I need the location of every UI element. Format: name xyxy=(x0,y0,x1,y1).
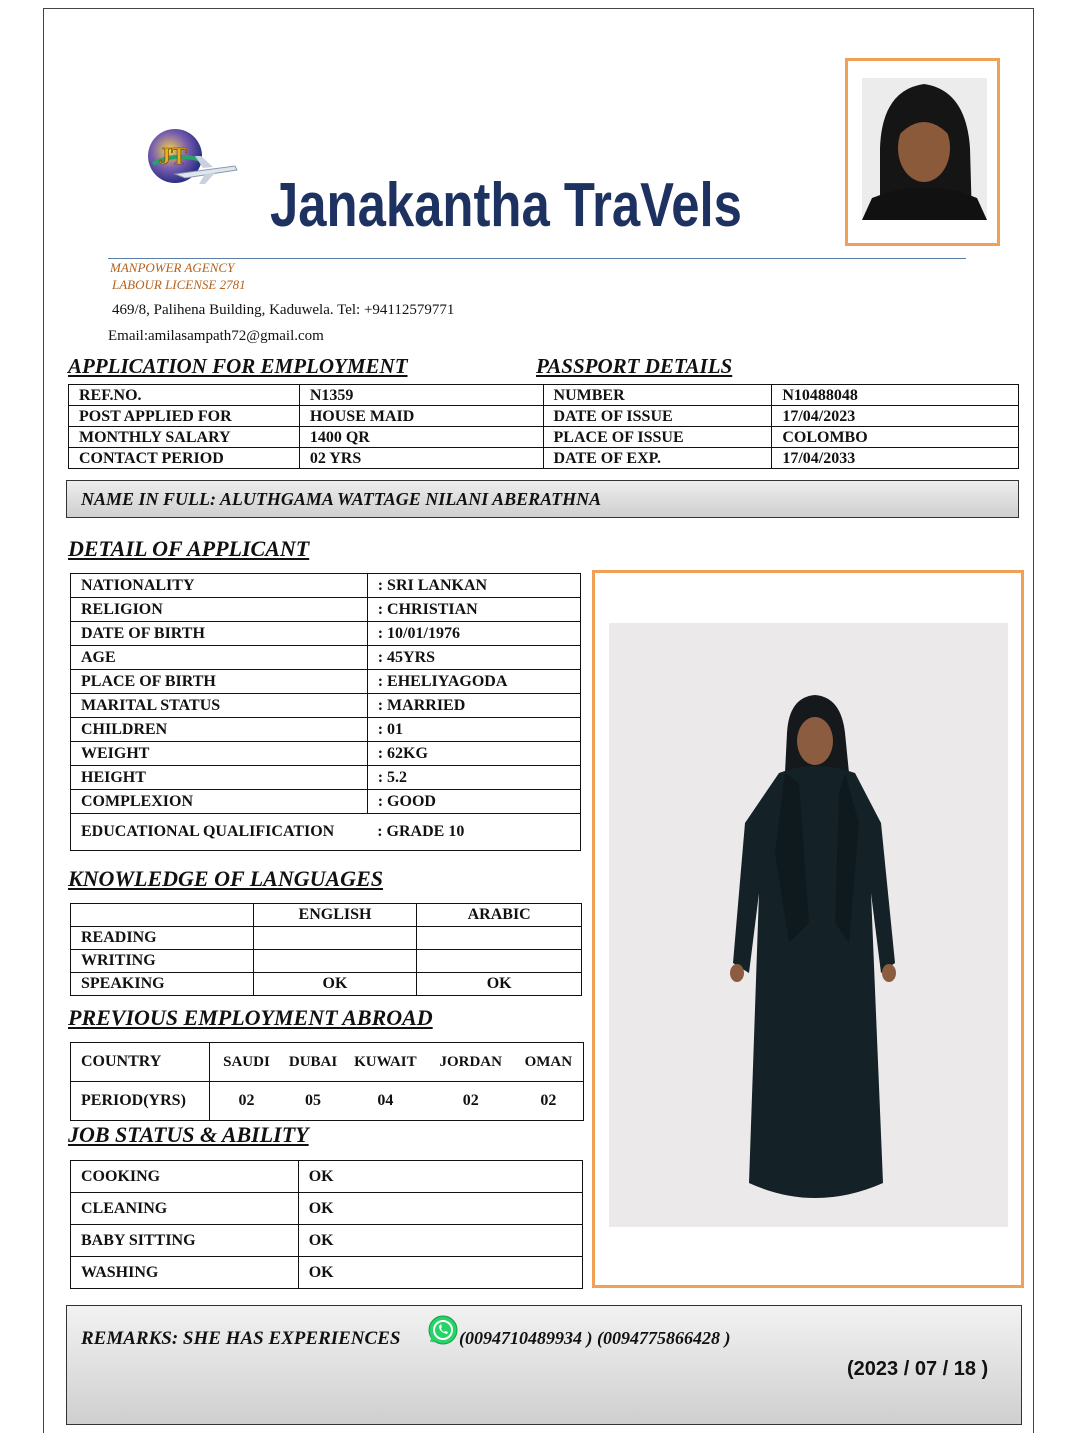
issue-date-label: DATE OF ISSUE xyxy=(543,406,772,427)
table-row xyxy=(69,385,1019,406)
detail-label: CHILDREN xyxy=(71,718,368,742)
table-row xyxy=(71,646,581,670)
detail-label: NATIONALITY xyxy=(71,574,368,598)
detail-label: HEIGHT xyxy=(71,766,368,790)
detail-value: : 01 xyxy=(367,718,580,742)
passport-number-label: NUMBER xyxy=(543,385,772,406)
job-value: OK xyxy=(298,1161,582,1193)
detail-label: AGE xyxy=(71,646,368,670)
application-passport-table xyxy=(68,384,1019,469)
full-body-photo-frame xyxy=(592,570,1024,1288)
country-name: DUBAI xyxy=(283,1043,343,1082)
passport-title: PASSPORT DETAILS xyxy=(536,354,733,378)
table-row xyxy=(71,1225,583,1257)
table-row xyxy=(71,1193,583,1225)
passport-photo xyxy=(862,78,987,220)
lang-english-value xyxy=(253,927,417,950)
passport-photo-frame xyxy=(845,58,1000,246)
detail-value: : CHRISTIAN xyxy=(367,598,580,622)
detail-value: : 45YRS xyxy=(367,646,580,670)
table-row xyxy=(71,574,581,598)
post-value: HOUSE MAID xyxy=(299,406,543,427)
period-value: 02 xyxy=(428,1082,514,1121)
table-row xyxy=(69,406,1019,427)
company-logo xyxy=(145,126,241,196)
table-row xyxy=(71,718,581,742)
detail-value: : SRI LANKAN xyxy=(367,574,580,598)
detail-title: DETAIL OF APPLICANT xyxy=(68,536,310,561)
country-label: COUNTRY xyxy=(71,1043,210,1082)
lang-skill: SPEAKING xyxy=(71,973,254,996)
table-row xyxy=(71,742,581,766)
whatsapp-icon xyxy=(427,1314,459,1346)
table-row xyxy=(71,927,582,950)
detail-label: EDUCATIONAL QUALIFICATION xyxy=(71,814,368,851)
period-value: 04 xyxy=(343,1082,428,1121)
lang-arabic-value xyxy=(417,927,582,950)
detail-label: RELIGION xyxy=(71,598,368,622)
job-title: JOB STATUS & ABILITY xyxy=(68,1122,309,1147)
table-row xyxy=(71,766,581,790)
remarks-box xyxy=(66,1305,1022,1425)
detail-label: COMPLEXION xyxy=(71,790,368,814)
detail-value: : GRADE 10 xyxy=(367,814,580,851)
table-row xyxy=(71,814,581,851)
table-row xyxy=(71,1043,584,1082)
detail-value: : MARRIED xyxy=(367,694,580,718)
detail-value: : 5.2 xyxy=(367,766,580,790)
contract-value: 02 YRS xyxy=(299,448,543,469)
period-value: 02 xyxy=(209,1082,283,1121)
contract-label: CONTACT PERIOD xyxy=(69,448,300,469)
remarks-phones: (0094710489934 ) (0094775866428 ) xyxy=(459,1328,731,1348)
lang-header-arabic: ARABIC xyxy=(417,904,582,927)
issue-place-value: COLOMBO xyxy=(772,427,1019,448)
agency-line2: LABOUR LICENSE 2781 xyxy=(112,277,246,292)
remarks-text: REMARKS: SHE HAS EXPERIENCES xyxy=(81,1328,401,1349)
lang-arabic-value xyxy=(417,950,582,973)
job-status-table xyxy=(70,1160,583,1289)
detail-label: MARITAL STATUS xyxy=(71,694,368,718)
country-name: JORDAN xyxy=(428,1043,514,1082)
lang-skill: WRITING xyxy=(71,950,254,973)
lang-english-value xyxy=(253,950,417,973)
detail-label: PLACE OF BIRTH xyxy=(71,670,368,694)
table-row xyxy=(71,598,581,622)
ref-value: N1359 xyxy=(299,385,543,406)
job-label: WASHING xyxy=(71,1257,299,1289)
table-row xyxy=(71,1161,583,1193)
period-label: PERIOD(YRS) xyxy=(71,1082,210,1121)
issue-place-label: PLACE OF ISSUE xyxy=(543,427,772,448)
table-row xyxy=(71,790,581,814)
application-title: APPLICATION FOR EMPLOYMENT xyxy=(68,354,408,378)
detail-label: WEIGHT xyxy=(71,742,368,766)
agency-email: Email:amilasampath72@gmail.com xyxy=(108,328,324,344)
post-label: POST APPLIED FOR xyxy=(69,406,300,427)
document-date: (2023 / 07 / 18 ) xyxy=(847,1358,989,1380)
table-row xyxy=(71,1257,583,1289)
detail-label: DATE OF BIRTH xyxy=(71,622,368,646)
lang-arabic-value: OK xyxy=(417,973,582,996)
lang-english-value: OK xyxy=(253,973,417,996)
job-value: OK xyxy=(298,1193,582,1225)
period-value: 05 xyxy=(283,1082,343,1121)
header-divider xyxy=(108,258,966,259)
table-row xyxy=(71,622,581,646)
passport-number-value: N10488048 xyxy=(772,385,1019,406)
company-name: Janakantha TraVels xyxy=(270,171,742,240)
applicant-details-table xyxy=(70,573,581,851)
issue-date-value: 17/04/2023 xyxy=(772,406,1019,427)
agency-address: 469/8, Palihena Building, Kaduwela. Tel: +94112579771 xyxy=(112,302,455,318)
previous-employment-table xyxy=(70,1042,584,1121)
detail-value: : 10/01/1976 xyxy=(367,622,580,646)
detail-value: : EHELIYAGODA xyxy=(367,670,580,694)
country-name: OMAN xyxy=(514,1043,584,1082)
detail-value: : 62KG xyxy=(367,742,580,766)
lang-header-blank xyxy=(71,904,254,927)
table-row xyxy=(71,973,582,996)
job-label: BABY SITTING xyxy=(71,1225,299,1257)
full-name-bar: NAME IN FULL: ALUTHGAMA WATTAGE NILANI ABERATHNA xyxy=(66,480,1019,518)
detail-value: : GOOD xyxy=(367,790,580,814)
full-body-photo xyxy=(609,623,1008,1227)
salary-value: 1400 QR xyxy=(299,427,543,448)
languages-title: KNOWLEDGE OF LANGUAGES xyxy=(68,866,383,891)
table-row xyxy=(71,1082,584,1121)
job-value: OK xyxy=(298,1225,582,1257)
country-name: KUWAIT xyxy=(343,1043,428,1082)
previous-title: PREVIOUS EMPLOYMENT ABROAD xyxy=(68,1005,433,1030)
period-value: 02 xyxy=(514,1082,584,1121)
table-row xyxy=(71,694,581,718)
table-row xyxy=(71,904,582,927)
expiry-label: DATE OF EXP. xyxy=(543,448,772,469)
languages-table xyxy=(70,903,582,996)
table-row xyxy=(69,427,1019,448)
expiry-value: 17/04/2033 xyxy=(772,448,1019,469)
country-name: SAUDI xyxy=(209,1043,283,1082)
lang-header-english: ENGLISH xyxy=(253,904,417,927)
job-label: COOKING xyxy=(71,1161,299,1193)
ref-label: REF.NO. xyxy=(69,385,300,406)
salary-label: MONTHLY SALARY xyxy=(69,427,300,448)
agency-line1: MANPOWER AGENCY xyxy=(110,260,235,275)
table-row xyxy=(71,950,582,973)
job-label: CLEANING xyxy=(71,1193,299,1225)
table-row xyxy=(69,448,1019,469)
job-value: OK xyxy=(298,1257,582,1289)
table-row xyxy=(71,670,581,694)
logo-text: JT xyxy=(159,144,188,170)
lang-skill: READING xyxy=(71,927,254,950)
